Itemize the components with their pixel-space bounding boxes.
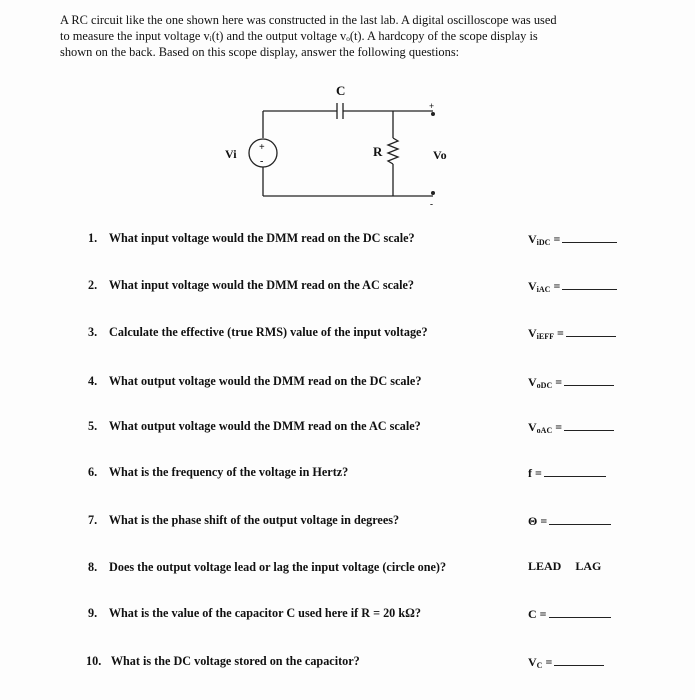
question-2 — [88, 278, 414, 293]
answer-8 — [528, 559, 615, 574]
answer-subscript: C — [536, 661, 543, 670]
answer-5[interactable] — [528, 420, 614, 435]
answer-symbol: f = — [528, 466, 542, 480]
answer-6[interactable] — [528, 466, 606, 481]
question-7 — [88, 513, 399, 528]
answer-blank[interactable] — [549, 514, 611, 525]
answer-equals: = — [550, 279, 561, 293]
answer-blank[interactable] — [562, 279, 617, 290]
lead-option[interactable]: LEAD — [528, 559, 562, 573]
answer-equals: = — [542, 655, 553, 669]
source-plus-sign: + — [259, 142, 265, 153]
question-number: 8. — [88, 560, 98, 574]
answer-symbol: V — [528, 279, 537, 293]
answer-subscript: oAC — [536, 426, 553, 435]
answer-subscript: oDC — [536, 381, 553, 390]
question-number: 2. — [88, 278, 98, 292]
answer-equals: = — [550, 232, 561, 246]
input-voltage-label: Vi — [225, 147, 237, 161]
question-9 — [88, 606, 421, 621]
answer-9[interactable] — [528, 607, 611, 622]
output-terminal-minus — [431, 191, 435, 195]
output-plus-sign: + — [429, 101, 435, 111]
question-text: What input voltage would the DMM read on the AC scale? — [108, 278, 414, 292]
question-text: What is the value of the capacitor C used here if R = 20 kΩ? — [108, 606, 421, 620]
answer-symbol: V — [528, 375, 537, 389]
question-number: 7. — [88, 513, 98, 527]
intro-paragraph — [60, 12, 632, 60]
intro-line-3: shown on the back. Based on this scope display, answer the following questions: — [60, 45, 460, 59]
answer-10[interactable] — [528, 655, 604, 670]
answer-symbol: V — [528, 232, 537, 246]
question-text: What is the DC voltage stored on the capacitor? — [110, 654, 360, 668]
question-5 — [88, 419, 421, 434]
answer-2[interactable] — [528, 279, 617, 294]
question-8 — [88, 560, 446, 575]
answer-symbol: V — [528, 655, 537, 669]
answer-7[interactable] — [528, 514, 611, 529]
lag-option[interactable]: LAG — [575, 559, 602, 573]
output-minus-sign: - — [430, 199, 433, 209]
question-10 — [86, 654, 360, 669]
question-4 — [88, 374, 421, 389]
question-number: 1. — [88, 231, 98, 245]
answer-blank[interactable] — [564, 420, 614, 431]
question-text: What is the phase shift of the output voltage in degrees? — [108, 513, 400, 527]
output-voltage-label: Vo — [433, 148, 447, 162]
resistor-label: R — [373, 144, 383, 159]
answer-blank[interactable] — [562, 232, 617, 243]
answer-symbol: V — [528, 326, 537, 340]
question-text: What output voltage would the DMM read on the AC scale? — [108, 419, 421, 433]
question-text: What is the frequency of the voltage in Hertz? — [108, 465, 349, 479]
answer-equals: = — [552, 420, 563, 434]
answer-blank[interactable] — [544, 466, 606, 477]
answer-blank[interactable] — [566, 326, 616, 337]
question-number: 6. — [88, 465, 98, 479]
answer-subscript: iDC — [536, 238, 551, 247]
output-terminal-plus — [431, 112, 435, 116]
question-3 — [88, 325, 428, 340]
question-1 — [88, 231, 415, 246]
question-text: What output voltage would the DMM read on the DC scale? — [108, 374, 422, 388]
answer-subscript: iEFF — [536, 332, 555, 341]
answer-equals: = — [552, 375, 563, 389]
answer-blank[interactable] — [549, 607, 611, 618]
source-minus-sign: - — [260, 156, 264, 167]
resistor-icon — [388, 138, 398, 164]
answer-symbol: V — [528, 420, 537, 434]
answer-blank[interactable] — [554, 655, 604, 666]
answer-symbol: Θ = — [528, 514, 548, 528]
answer-blank[interactable] — [564, 375, 614, 386]
answer-1[interactable] — [528, 232, 617, 247]
rc-circuit-diagram — [215, 78, 475, 238]
question-text: Does the output voltage lead or lag the input voltage (circle one)? — [109, 560, 447, 574]
capacitor-label: C — [336, 83, 346, 98]
intro-line-2: to measure the input voltage vᵢ(t) and the output voltage vₒ(t). A hardcopy of the scope display is — [60, 29, 538, 43]
question-text: Calculate the effective (true RMS) value of the input voltage? — [109, 325, 428, 339]
intro-line-1: A RC circuit like the one shown here was constructed in the last lab. A digital oscilloscope was used — [60, 13, 557, 27]
answer-3[interactable] — [528, 326, 616, 341]
question-number: 5. — [88, 419, 98, 433]
answer-symbol: C = — [528, 607, 547, 621]
answer-4[interactable] — [528, 375, 614, 390]
question-number: 4. — [88, 374, 98, 388]
answer-subscript: iAC — [536, 285, 551, 294]
question-text: What input voltage would the DMM read on the DC scale? — [108, 231, 415, 245]
question-number: 3. — [88, 325, 98, 339]
question-number: 9. — [88, 606, 98, 620]
answer-equals: = — [554, 326, 564, 340]
question-number: 10. — [86, 654, 102, 668]
question-6 — [88, 465, 348, 480]
